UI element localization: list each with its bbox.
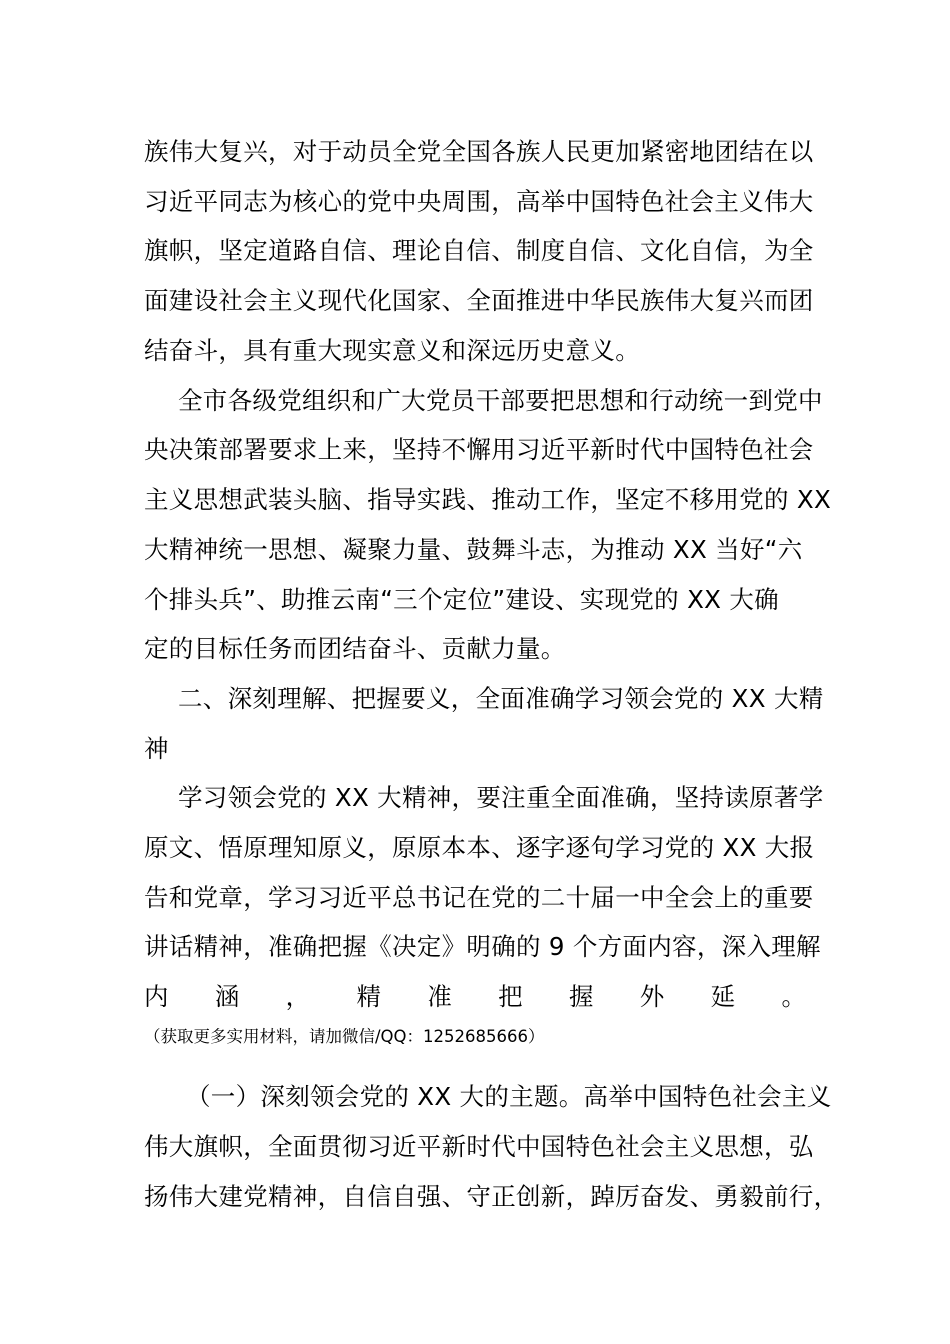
justified-char: 。 (781, 982, 806, 1011)
paragraph-1-line-4: 面建设社会主义现代化国家、全面推进中华民族伟大复兴而团 (144, 286, 814, 315)
paragraph-1-line-2: 习近平同志为核心的党中央周围，高举中国特色社会主义伟大 (144, 187, 814, 216)
paragraph-2-line-6: 定的目标任务而团结奋斗、贡献力量。 (144, 634, 566, 663)
paragraph-2-line-4: 大精神统一思想、凝聚力量、鼓舞斗志，为推动 XX 当好“六 (144, 535, 803, 564)
paragraph-2-line-5: 个排头兵”、助推云南“三个定位”建设、实现党的 XX 大确 (144, 585, 779, 614)
paragraph-1-line-3: 旗帜，坚定道路自信、理论自信、制度自信、文化自信，为全 (144, 236, 814, 265)
paragraph-3-line-3: 告和党章，学习习近平总书记在党的二十届一中全会上的重要 (144, 883, 814, 912)
paragraph-2-line-3: 主义思想武装头脑、指导实践、推动工作，坚定不移用党的 XX (144, 485, 832, 514)
paragraph-3-line-2: 原文、悟原理知原义，原原本本、逐字逐句学习党的 XX 大报 (144, 833, 815, 862)
paragraph-3-line-4: 讲话精神，准确把握《决定》明确的 9 个方面内容，深入理解 (144, 932, 821, 961)
justified-char: 把 (498, 982, 523, 1011)
justified-char: 外 (639, 982, 665, 1011)
paragraph-2-line-1: 全市各级党组织和广大党员干部要把思想和行动统一到党中 (178, 386, 823, 415)
paragraph-3-line-1: 学习领会党的 XX 大精神，要注重全面准确，坚持读原著学 (178, 783, 824, 812)
paragraph-3-justified-line (144, 980, 806, 1014)
justified-char: ， (285, 982, 311, 1011)
justified-char: 精 (356, 982, 381, 1011)
paragraph-2-line-2: 央决策部署要求上来，坚持不懈用习近平新时代中国特色社会 (144, 435, 814, 464)
paragraph-1-line-1: 族伟大复兴，对于动员全党全国各族人民更加紧密地团结在以 (144, 137, 814, 166)
section-heading-2-line-2: 神 (144, 734, 169, 763)
paragraph-4-line-1: （一）深刻领会党的 XX 大的主题。高举中国特色社会主义 (186, 1082, 832, 1111)
justified-char: 涵 (214, 982, 240, 1011)
paragraph-1-line-5: 结奋斗，具有重大现实意义和深远历史意义。 (144, 336, 640, 365)
justified-char: 握 (568, 982, 594, 1011)
paragraph-4-line-3: 扬伟大建党精神，自信自强、守正创新，踔厉奋发、勇毅前行， (144, 1182, 839, 1211)
justified-char: 准 (427, 982, 452, 1011)
contact-note: （获取更多实用材料，请加微信/QQ：1252685666） (144, 1027, 545, 1046)
justified-char: 内 (144, 982, 169, 1011)
justified-char: 延 (710, 982, 736, 1011)
paragraph-4-line-2: 伟大旗帜，全面贯彻习近平新时代中国特色社会主义思想，弘 (144, 1132, 814, 1161)
section-heading-2-line-1: 二、深刻理解、把握要义，全面准确学习领会党的 XX 大精 (178, 684, 824, 713)
